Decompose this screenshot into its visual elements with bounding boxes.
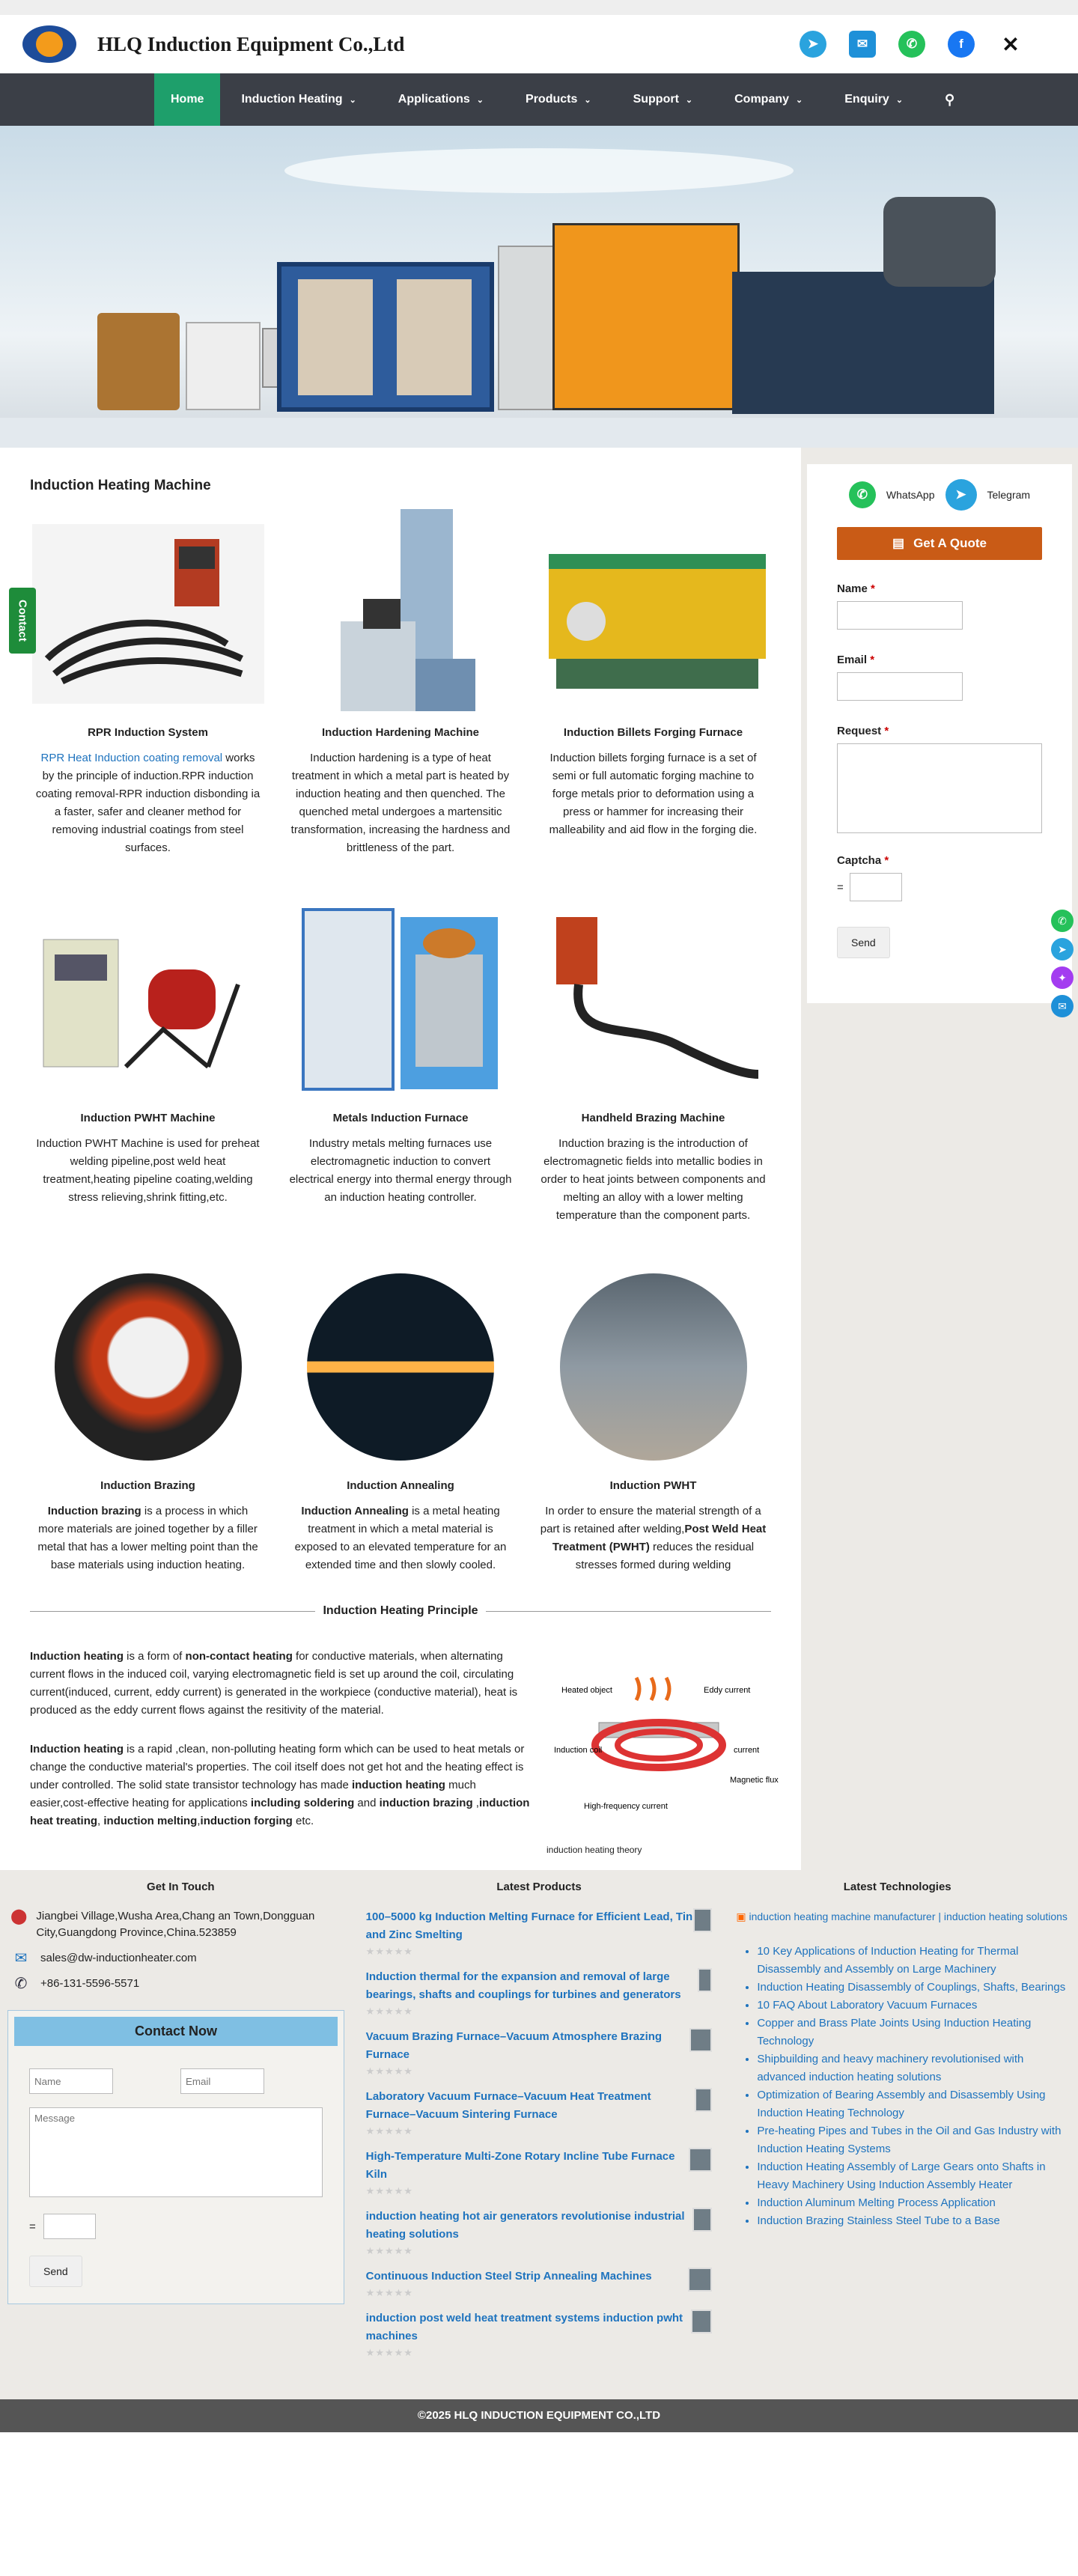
tech-link[interactable]: • Optimization of Bearing Assembly and Disassembly Using Induction Heating Technology [757,2086,1071,2122]
rpr-link[interactable]: RPR Heat Induction coating removal [40,752,223,764]
footer-send-button[interactable]: Send [29,2256,82,2287]
principle-section [30,1648,779,1855]
name-label: Name * [837,582,875,595]
card-text: Industry metals melting furnaces use electromagnetic induction to convert electrical energy into thermal energy through an induction heating controller. [289,1137,512,1204]
product-card [30,902,266,1225]
tech-link[interactable]: • 10 FAQ About Laboratory Vacuum Furnaces [757,1997,1071,2015]
tech-link[interactable]: • Induction Aluminum Melting Process Application [757,2194,1071,2212]
footer-email-input[interactable] [180,2068,264,2094]
quote-form [807,464,1072,1003]
footer-heading: Get In Touch [147,1881,215,1893]
product-row [30,517,771,857]
hero-banner [0,126,1078,448]
quote-label: Get A Quote [913,536,987,550]
tech-link[interactable]: • Induction Brazing Stainless Steel Tube to a Base [757,2212,1071,2230]
nav-label: Support [633,93,679,106]
product-card [535,902,771,1225]
product-item [366,2268,713,2299]
card-desc: In order to ensure the material strength of a part is retained after welding, [540,1505,761,1535]
pwht-image[interactable] [535,1270,771,1464]
card-text: Induction PWHT Machine is used for preheat welding pipeline,post weld heat treatment,heating pipeline coating,welding stress relieving,shrink fitting,etc. [36,1137,260,1204]
metals-furnace-image[interactable] [283,902,519,1097]
diagram-caption: induction heating theory [546,1845,642,1855]
captcha-label: Captcha * [837,854,889,867]
product-link[interactable]: High-Temperature Multi-Zone Rotary Incline Tube Furnace Kiln [365,2150,675,2181]
product-item [366,2309,713,2359]
principle-divider [30,1604,771,1618]
application-card [283,1270,519,1574]
card-text: Induction billets forging furnace is a set of semi or full automatic forging machine to forge metals prior to deformation using a press or hammer for increasing their malleability and aid flow in the forging die. [549,752,758,836]
card-text [30,1502,266,1574]
product-item [366,2148,713,2197]
application-row [30,1270,771,1574]
product-thumb[interactable] [691,2309,712,2333]
rating-stars: ★★★★★ [365,2185,413,2196]
product-link[interactable]: induction heating hot air generators revolutionise industrial heating solutions [365,2210,685,2241]
whatsapp-label[interactable]: WhatsApp [886,489,935,501]
social-links [800,31,1024,58]
contact-now-title: Contact Now [14,2017,338,2046]
product-thumb[interactable] [695,2088,712,2112]
page-title: Induction Heating Machine [30,478,211,493]
card-title[interactable]: Induction Billets Forging Furnace [563,726,743,739]
card-desc: works by the principle of induction.RPR induction coating removal-RPR induction disbonding ia a faster, safer and cleaner method for removing industrial coatings from steel surfaces. [35,752,261,854]
footer [0,1870,1078,2399]
get-quote-button[interactable] [837,527,1042,560]
nav-home[interactable] [154,73,220,126]
card-title[interactable]: Induction PWHT Machine [80,1112,216,1124]
nav-support[interactable] [612,73,714,126]
rating-stars: ★★★★★ [365,1946,413,1957]
chevron-down-icon: ⌄ [685,95,693,105]
header [0,15,1078,73]
nav-company[interactable] [713,73,823,126]
whatsapp-icon[interactable]: ✆ [849,481,876,508]
principle-paragraph: Induction heating is a rapid ,clean, non-polluting heating form which can be used to heat metals or change the conductive material's properties. The coil itself does not get hot and the heating effect is under controlled. The solid state transistor technology has made induction heating much easier,cost-effective heating for applications including soldering and induction brazing ,induction heat treating, induction melting,induction forging etc. [30,1743,530,1827]
x-icon[interactable]: ✕ [1002,32,1020,56]
product-card [535,517,771,857]
svg-text:current: current [734,1746,760,1755]
product-link[interactable]: Laboratory Vacuum Furnace–Vacuum Heat Treatment Furnace–Vacuum Sintering Furnace [365,2090,651,2121]
card-title[interactable]: Induction Hardening Machine [321,726,479,739]
captcha-eq: = [29,2220,36,2233]
nav-label: Induction Heating [241,93,343,106]
floating-social [1051,910,1074,1017]
rpr-system-image[interactable] [30,517,266,711]
chevron-down-icon: ⌄ [476,95,484,105]
svg-text:Induction coil: Induction coil [554,1746,603,1755]
email-icon[interactable]: ✉ [849,31,876,58]
product-thumb[interactable] [698,1968,712,1992]
quote-icon: ▤ [892,536,905,550]
application-card [535,1270,771,1574]
send-button[interactable]: Send [837,927,890,958]
tech-link[interactable]: • Induction Heating Disassembly of Couplings, Shafts, Bearings [757,1979,1071,1997]
product-thumb[interactable] [692,2208,712,2232]
top-strip [0,0,1078,15]
brazing-machine-image[interactable] [535,902,771,1097]
svg-text:Eddy current: Eddy current [704,1686,751,1695]
facebook-icon[interactable]: f [948,31,975,58]
sidebar [801,448,1078,1870]
telegram-icon[interactable]: ➤ [1051,938,1074,960]
nav-label: Company [734,93,790,106]
captcha-field[interactable] [850,873,902,901]
product-item [366,1968,713,2018]
svg-text:High-frequency current: High-frequency current [584,1802,668,1811]
card-text [30,749,266,857]
main-nav [0,73,1078,126]
product-thumb[interactable] [689,2148,712,2172]
captcha-eq: = [837,880,844,894]
email-icon: ✉ [14,1950,28,1967]
nav-induction-heating[interactable] [220,73,377,126]
footer-contact [7,1881,354,2369]
product-link[interactable]: induction post weld heat treatment systems induction pwht machines [365,2312,683,2342]
pwht-machine-image[interactable] [30,902,266,1097]
product-thumb[interactable] [688,2268,712,2292]
captcha-row [837,873,1042,901]
card-text [535,1502,771,1574]
product-item [366,2088,713,2137]
phone-icon: ✆ [14,1976,28,1992]
email-icon[interactable]: ✉ [1051,995,1074,1017]
rss-label: induction heating machine manufacturer | induction heating solutions [749,1910,1068,1922]
copyright: ©2025 HLQ INDUCTION EQUIPMENT CO.,LTD [0,2399,1078,2432]
latest-technologies [724,1881,1071,2369]
search-icon[interactable]: ⚲ [945,91,955,107]
main-content [0,448,801,1870]
footer-name-input[interactable] [29,2068,113,2094]
footer-captcha-input[interactable] [43,2214,96,2239]
product-item [366,2208,713,2257]
latest-products [366,1881,713,2369]
chevron-down-icon: ⌄ [349,95,356,105]
footer-message-input[interactable] [29,2107,323,2197]
product-thumb[interactable] [693,1908,712,1932]
chevron-down-icon: ⌄ [796,95,803,105]
rating-stars: ★★★★★ [365,2245,413,2256]
card-title[interactable]: Induction PWHT [609,1479,697,1492]
svg-text:Heated object: Heated object [561,1686,612,1695]
footer-heading: Latest Products [496,1881,582,1893]
tech-link[interactable]: • Shipbuilding and heavy machinery revolutionised with advanced induction heating solutions [757,2050,1071,2086]
rating-stars: ★★★★★ [365,2347,413,2358]
product-card [30,517,266,857]
tech-link[interactable]: • 10 Key Applications of Induction Heating for Thermal Disassembly and Assembly on Large Machinery [757,1943,1071,1979]
nav-home-label: Home [171,93,204,106]
contact-tab[interactable]: Contact [9,588,36,654]
sidebar-social [837,479,1042,511]
tech-link[interactable]: • Pre-heating Pipes and Tubes in the Oil and Gas Industry with Induction Heating Systems [757,2122,1071,2158]
rss-icon: ▣ [736,1910,746,1922]
nav-applications[interactable] [377,73,505,126]
nav-products[interactable] [505,73,612,126]
footer-heading: Latest Technologies [843,1881,951,1893]
induction-diagram [546,1648,779,1827]
product-link[interactable]: Induction thermal for the expansion and removal of large bearings, shafts and couplings for turbines and generators [365,1970,681,2001]
tech-link[interactable]: • Copper and Brass Plate Joints Using Induction Heating Technology [757,2015,1071,2050]
nav-enquiry[interactable] [823,73,924,126]
product-link[interactable]: Vacuum Brazing Furnace–Vacuum Atmosphere Brazing Furnace [365,2030,663,2061]
card-title[interactable]: RPR Induction System [88,726,208,739]
product-link[interactable]: Continuous Induction Steel Strip Annealing Machines [365,2270,652,2283]
product-item [366,1908,713,1958]
request-field[interactable] [837,743,1042,833]
brand-name[interactable]: HLQ Induction Equipment Co.,Ltd [97,32,405,55]
product-card [283,517,519,857]
product-item [366,2028,713,2077]
rating-stars: ★★★★★ [365,2006,413,2017]
card-title[interactable]: Induction Annealing [347,1479,454,1492]
email-text[interactable]: sales@dw-inductionheater.com [40,1952,197,1964]
tech-link[interactable]: • Induction Heating Assembly of Large Gears onto Shafts in Heavy Machinery Using Induction Assembly Heater [757,2158,1071,2194]
chevron-down-icon: ⌄ [895,95,904,105]
card-desc: is a process in which more materials are joined together by a filler metal that has a lower melting point than the base materials using induction heating. [37,1505,258,1571]
card-desc: reduces the residual stresses formed during welding [575,1541,755,1571]
rss-feed[interactable] [736,1908,1071,1925]
product-card [283,902,519,1225]
rating-stars: ★★★★★ [365,2125,413,2137]
email-label: Email * [837,654,875,666]
whatsapp-icon[interactable]: ✆ [898,31,925,58]
nav-label: Products [526,93,578,106]
brazing-image[interactable] [30,1270,266,1464]
telegram-icon[interactable]: ➤ [945,479,977,511]
location-icon: ⬤ [10,1908,28,1925]
principle-text [30,1648,532,1855]
request-label: Request * [837,725,889,737]
chevron-down-icon: ⌄ [584,95,591,105]
card-title[interactable]: Induction Brazing [100,1479,195,1492]
principle-diagram [546,1648,779,1855]
email-field[interactable] [837,672,963,701]
forging-furnace-image[interactable] [535,517,771,711]
product-link[interactable]: 100–5000 kg Induction Melting Furnace for Efficient Lead, Tin and Zinc Smelting [365,1910,693,1941]
logo[interactable] [22,25,76,63]
messenger-icon[interactable]: ✦ [1051,966,1074,989]
bold-term: Post Weld Heat Treatment (PWHT) [552,1523,767,1553]
product-row [30,902,771,1225]
annealing-image[interactable] [283,1270,519,1464]
principle-paragraph: Induction heating is a form of non-contact heating for conductive materials, when alternating current flows in the induced coil, varying electromagnetic field is set up around the coil, circulating current(induced, current, eddy current) is generated in the workpiece (conductive material), heat is produced as the eddy current flows against the resitivity of the material. [30,1650,518,1717]
name-field[interactable] [837,601,963,630]
email [7,1950,354,1967]
card-title[interactable]: Handheld Brazing Machine [581,1112,725,1124]
phone-text[interactable]: +86-131-5596-5571 [40,1977,140,1990]
card-desc: is a metal heating treatment in which a metal material is exposed to an elevated temperature for an extended time and then slowly cooled. [294,1505,507,1571]
telegram-icon[interactable]: ➤ [800,31,826,58]
card-text: Induction brazing is the introduction of electromagnetic fields into metallic bodies in order to heat joints between components and melting an alloy with a lower melting temperature than the component parts. [540,1137,766,1222]
phone [7,1976,354,1992]
principle-title: Induction Heating Principle [323,1604,478,1617]
hardening-machine-image[interactable] [283,517,519,711]
tech-list [724,1943,1071,2230]
telegram-label[interactable]: Telegram [987,489,1031,501]
rating-stars: ★★★★★ [365,2287,413,2298]
card-title[interactable]: Metals Induction Furnace [332,1112,469,1124]
address-text: Jiangbei Village,Wusha Area,Chang an Town,Dongguan City,Guangdong Province,China.523859 [36,1910,315,1939]
product-thumb[interactable] [689,2028,712,2052]
bold-term: Induction Annealing [301,1505,409,1517]
contact-now-form [7,2010,344,2304]
bold-term: Induction brazing [47,1505,141,1517]
card-text [283,1502,519,1574]
application-card [30,1270,266,1574]
whatsapp-icon[interactable]: ✆ [1051,910,1074,932]
svg-text:Magnetic flux: Magnetic flux [730,1776,779,1785]
nav-label: Enquiry [844,93,889,106]
rating-stars: ★★★★★ [365,2065,413,2077]
address [7,1908,354,1941]
nav-label: Applications [398,93,470,106]
card-text: Induction hardening is a type of heat treatment in which a metal part is heated by induction heating and then quenched. The quenched metal undergoes a martensitic transformation, increasing the hardness and brittleness of the part. [290,752,511,854]
